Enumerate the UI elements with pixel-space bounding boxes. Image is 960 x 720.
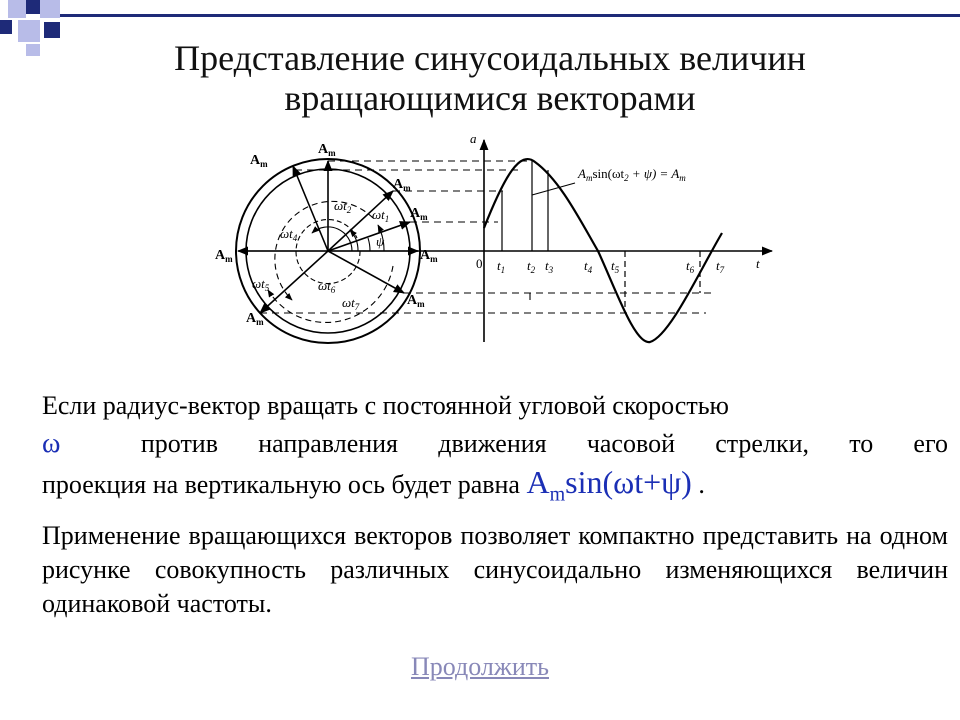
tick-t3: $t_3$ <box>545 258 554 275</box>
continue-link[interactable]: Продолжить <box>411 652 549 681</box>
paragraph1-line3 <box>42 465 948 511</box>
label-am-t1: $A_m$ <box>410 206 428 222</box>
x-axis-label: t <box>756 256 760 271</box>
label-am-left: $A_m$ <box>215 248 233 264</box>
vector-lower-right <box>328 251 404 293</box>
paragraph1-period: . <box>698 470 705 499</box>
label-wt1: $\omega t_1$ <box>372 207 390 224</box>
paragraph1-line2-text: против направления движения часовой стрелки, то его <box>140 429 948 458</box>
tick-t7: $t_7$ <box>716 258 725 275</box>
origin-label: 0 <box>476 256 483 271</box>
application-paragraph: Применение вращающихся векторов позволяет компактно представить на одном рисунке совокупность различных синусоидально изменяющихся величин одинаковой частоты. <box>42 521 948 618</box>
wt2-arc <box>350 230 358 251</box>
paragraph1-line2 <box>42 427 948 461</box>
label-wt2: $\omega t_2$ <box>334 198 352 215</box>
sine-annotation: $A_m\sin(\omega t_2 + \psi) = A_m$ <box>578 166 686 183</box>
title-line-2: вращающимися векторами <box>284 78 696 118</box>
paragraph1-line1: Если радиус-вектор вращать с постоянной угловой скоростью <box>42 391 729 420</box>
title-line-1: Представление синусоидальных величин <box>174 38 806 78</box>
label-am-right: $A_m$ <box>420 248 438 264</box>
tick-t5: $t_5$ <box>611 258 620 275</box>
projection-formula: $A_m\sin(\omega t+\psi)$ <box>526 464 692 506</box>
explanation-paragraph <box>42 389 948 511</box>
tick-t4: $t_4$ <box>584 258 593 275</box>
tick-t6: $t_6$ <box>686 258 695 275</box>
time-markers <box>502 161 700 313</box>
label-wt6: $\omega t_6$ <box>318 278 336 295</box>
tick-t2: $t_2$ <box>527 258 536 275</box>
label-am-lower-right: $A_m$ <box>407 293 425 309</box>
vector-t1 <box>328 222 410 251</box>
omega-symbol: ω <box>42 428 61 459</box>
label-am-upper-left: $A_m$ <box>250 153 268 169</box>
label-am-t2: $A_m$ <box>393 177 411 193</box>
label-psi: ψ <box>376 234 385 249</box>
vector-upper-left <box>293 166 328 251</box>
label-am-top: $A_m$ <box>318 142 336 158</box>
paragraph1-line3-text: проекция на вертикальную ось будет равна <box>42 470 520 499</box>
tick-t1: $t_1$ <box>497 258 506 275</box>
label-wt7: $\omega t_7$ <box>342 295 360 312</box>
label-wt5: $\omega t_5$ <box>252 276 270 293</box>
wt1-arc <box>368 238 370 251</box>
y-axis-label: a <box>470 131 477 146</box>
label-wt4: $\omega t_4$ <box>280 226 298 243</box>
label-am-lower-left: $A_m$ <box>246 311 264 327</box>
annotation-pointer <box>532 183 575 195</box>
